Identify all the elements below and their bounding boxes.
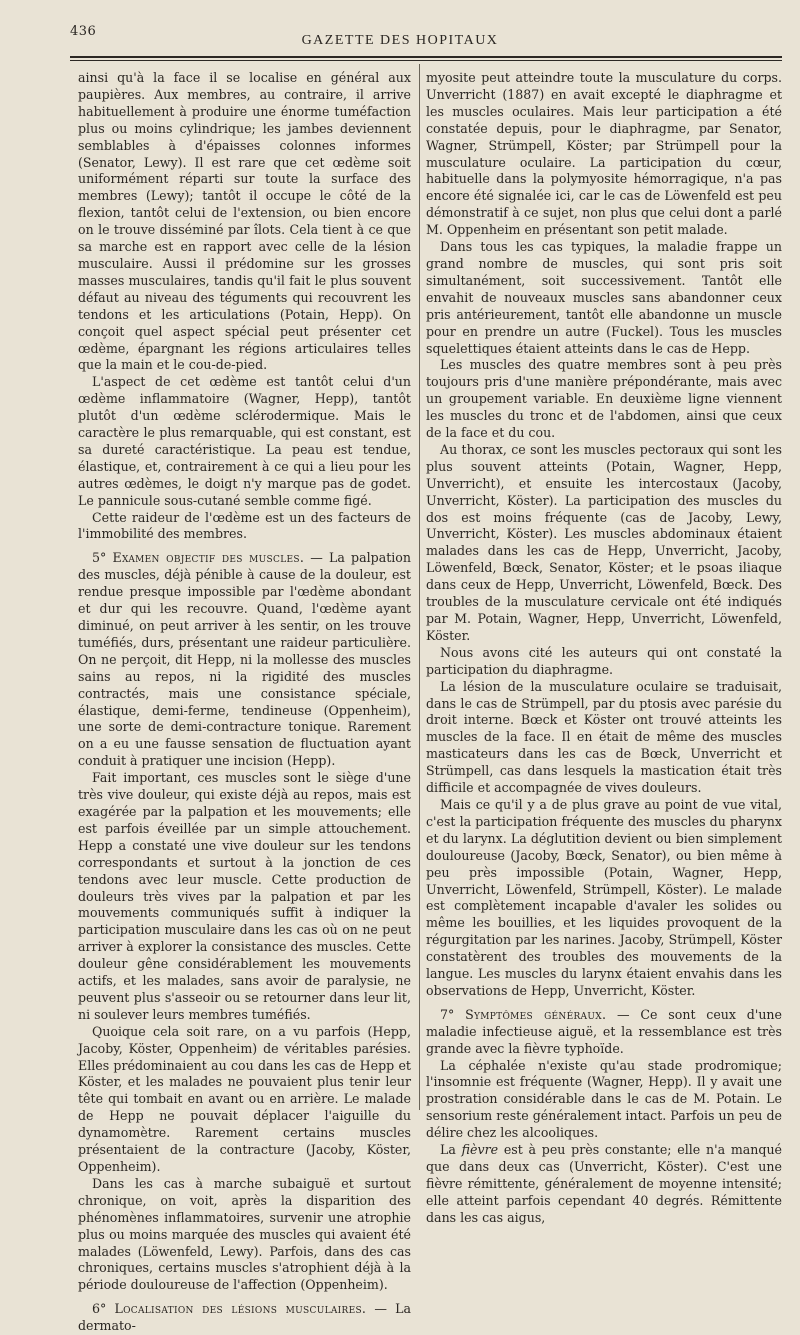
paragraph: Les muscles des quatre membres sont à peu près toujours pris d'une manière prépondérante, mais avec un groupement variable. En deuxième ligne viennent les muscles du tronc et de l'abdomen, ainsi que ceux de la face et du cou. — [426, 357, 782, 441]
paragraph: Dans les cas à marche subaiguë et surtout chronique, on voit, après la disparition des phénomènes inflammatoires, survenir une atrophie plus ou moins marquée des muscles qui avaient été malades (Löwenfeld, Lewy). Parfois, dans des cas chroniques, certains muscles s'atrophient déjà à la période douloureuse de l'affection (Oppenheim). — [78, 1175, 411, 1293]
paragraph: Dans tous les cas typiques, la maladie frappe un grand nombre de muscles, qui sont pris soit simultanément, soit successivement. Tantôt elle envahit de nouveaux muscles sans abandonner ceux pris antérieurement, tantôt elle abandonne un muscle pour en prendre un autre (Fuckel). Tous les muscles squelettiques étaient atteints dans le cas de Hepp. — [426, 239, 782, 356]
paragraph: Nous avons cité les auteurs qui ont constaté la participation du diaphragme. — [426, 644, 782, 677]
italic-term: fièvre — [461, 1142, 499, 1158]
page-number: 436 — [70, 24, 97, 39]
section-5 — [78, 550, 411, 770]
section-number: 6° — [92, 1301, 107, 1317]
section-heading: Symptômes généraux. — [465, 1006, 607, 1022]
section-number: 5° — [92, 550, 107, 566]
section-text: — La dermato- — [78, 1301, 411, 1334]
paragraph: L'aspect de cet œdème est tantôt celui d'un œdème inflammatoire (Wagner, Hepp), tantôt plutôt d'un œdème sclérodermique. Mais le caractère le plus remarquable, qui est constant, est sa dureté caractéristique. La peau est tendue, élastique, et, contrairement à ce qui a lieu pour les autres œdèmes, le doigt n'y marque pas de godet. Le pannicule sous-cutané semble comme figé. — [78, 374, 411, 508]
section-number: 7° — [440, 1006, 455, 1022]
text-run: La — [440, 1142, 462, 1158]
paragraph: Cette raideur de l'œdème est un des facteurs de l'immobilité des membres. — [78, 509, 411, 542]
column-divider — [419, 64, 420, 1110]
header-rule-thick — [70, 56, 782, 58]
paragraph: Quoique cela soit rare, on a vu parfois (Hepp, Jacoby, Köster, Oppenheim) de véritables parésies. Elles prédominaient au cou dans les cas de Hepp et Köster, et les malades ne pouvaient plus tenir leur tête qui tombait en avant ou en arrière. Le malade de Hepp ne pouvait déplacer l'aiguille du dynamomètre. Rarement certains muscles présentaient de la contracture (Jacoby, Köster, Oppenheim). — [78, 1023, 411, 1174]
paragraph: Fait important, ces muscles sont le siège d'une très vive douleur, qui existe déjà au repos, mais est exagérée par la palpation et les mouvements; elle est parfois éveillée par un simple attouchement. Hepp a constaté une vive douleur sur les tendons correspondants et surtout à la jonction de ces tendons avec leur muscle. Cette production de douleurs très vives par la palpation et par les mouvements communiqués suffit à indiquer la participation musculaire dans les cas où on ne peut arriver à explorer la consistance des muscles. Cette douleur gêne considérablement les mouvements actifs, et les malades, sans avoir de paralysie, ne peuvent plus s'asseoir ou se retourner dans leur lit, ni soulever leurs membres tuméfiés. — [78, 770, 411, 1022]
header-rule-thin — [70, 60, 782, 61]
paragraph: Au thorax, ce sont les muscles pectoraux qui sont les plus souvent atteints (Potain, Wagner, Hepp, Unverricht), et ensuite les intercostaux (Jacoby, Unverricht, Köster). La participation des muscles du dos est moins fréquente (cas de Jacoby, Lewy, Unverricht, Köster). Les muscles abdominaux étaient malades dans les cas de Hepp, Unverricht, Jacoby, Löwenfeld, Bœck, Senator, Köster; et le psoas iliaque dans ceux de Hepp, Unverricht, Löwenfeld, Bœck. Des troubles de la musculature cervicale ont été indiqués par M. Potain, Wagner, Hepp, Unverricht, Löwenfeld, Köster. — [426, 441, 782, 643]
paragraph: Mais ce qu'il y a de plus grave au point de vue vital, c'est la participation fréquente des muscles du pharynx et du larynx. La déglutition devient ou bien simplement douloureuse (Jacoby, Bœck, Senator), ou bien même à peu près impossible (Potain, Wagner, Hepp, Unverricht, Löwenfeld, Strümpell, Köster). Le malade est complètement incapable d'avaler les solides ou même les bouillies, et les liquides provoquent de la régurgitation par les narines. Jacoby, Strümpell, Köster constatèrent des troubles des mouvements de la langue. Les muscles du larynx étaient envahis dans les observations de Hepp, Unverricht, Köster. — [426, 796, 782, 998]
section-heading: Localisation des lésions musculaires. — [114, 1301, 367, 1317]
section-text: — La palpation des muscles, déjà pénible à cause de la douleur, est rendue presque impossible par l'œdème abondant et dur qui les recouvre. Quand, l'œdème ayant diminué, on peut arriver à les sentir, on les trouve tuméfiés, durs, présentant une raideur particulière. On ne perçoit, dit Hepp, ni la mollesse des muscles sains au repos, ni la rigidité des muscles contractés, mais une consistance spéciale, élastique, demi-ferme, tendineuse (Oppenheim), une sorte de demi-contracture tonique. Rarement on a eu une fausse sensation de fluctuation ayant conduit à pratiquer une incision (Hepp). — [78, 550, 411, 769]
paragraph: La céphalée n'existe qu'au stade prodromique; l'insomnie est fréquente (Wagner, Hepp). Il y avait une prostration considérable dans le cas de M. Potain. Le sensorium reste généralement intact. Parfois un peu de délire chez les alcooliques. — [426, 1057, 782, 1141]
paragraph: La lésion de la musculature oculaire se traduisait, dans le cas de Strümpell, par du ptosis avec parésie du droit interne. Bœck et Köster ont trouvé atteints les muscles de la face. Il en était de même des muscles masticateurs dans les cas de Bœck, Unverricht et Strümpell, cas dans lesquels la mastication était très difficile et accompagnée de vives douleurs. — [426, 678, 782, 796]
left-column — [78, 70, 411, 1334]
section-6 — [78, 1301, 411, 1335]
text-run: est à peu près constante; elle n'a manqué que dans deux cas (Unverricht, Köster). C'est une fièvre rémittente, généralement de moyenne intensité; elle atteint parfois cependant 40 degrés. Rémittente dans les cas aigus, — [426, 1142, 783, 1225]
paragraph: myosite peut atteindre toute la musculature du corps. Unverricht (1887) en avait excepté le diaphragme et les muscles oculaires. Mais leur participation a été constatée depuis, pour le diaphragme, par Senator, Wagner, Strümpell, Köster; par Strümpell pour la musculature oculaire. La participation du cœur, habituelle dans la polymyosite hémorragique, n'a pas encore été signalée ici, car le cas de Löwenfeld est peu démonstratif à ce sujet, non plus que celui dont a parlé M. Oppenheim en présentant son petit malade. — [426, 70, 782, 238]
section-7 — [426, 1007, 782, 1058]
right-column — [426, 70, 783, 1225]
running-title: GAZETTE DES HOPITAUX — [301, 33, 499, 48]
paragraph: ainsi qu'à la face il se localise en général aux paupières. Aux membres, au contraire, il arrive habituellement à produire une énorme tuméfaction plus ou moins cylindrique; les jambes deviennent semblables à d'épaisses colonnes informes (Senator, Lewy). Il est rare que cet œdème soit uniformément réparti sur toute la surface des membres (Lewy); tantôt il occupe le côté de la flexion, tantôt celui de l'extension, ou bien encore on le trouve disséminé par îlots. Cela tient à ce que sa marche est en rapport avec celle de la lésion musculaire. Aussi il prédomine sur les grosses masses musculaires, tandis qu'il fait le plus souvent défaut au niveau des téguments qui recouvrent les tendons et les articulations (Potain, Hepp). On conçoit quel aspect spécial peut présenter cet œdème, épargnant les régions articulaires telles que la main et le cou-de-pied. — [78, 70, 411, 373]
paragraph — [426, 1142, 782, 1227]
section-heading: Examen objectif des muscles. — [112, 550, 305, 566]
section-text: — Ce sont ceux d'une maladie infectieuse aiguë, et la ressemblance est très grande avec la fièvre typhoïde. — [426, 1006, 782, 1056]
